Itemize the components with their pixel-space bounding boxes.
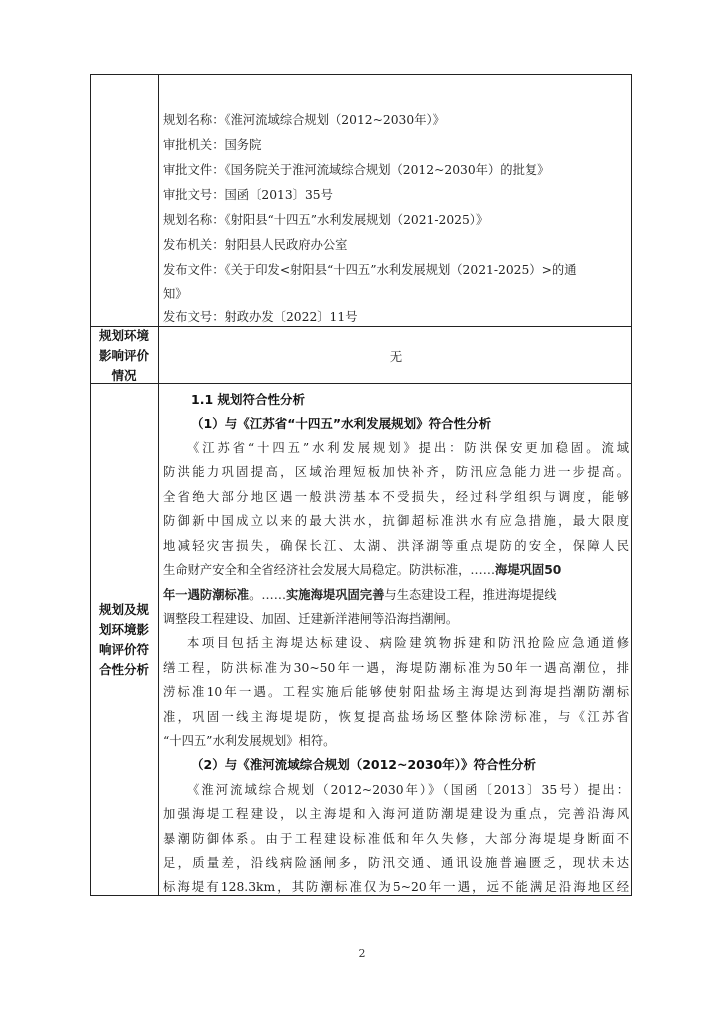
subsection-title-1: （1）与《江苏省“十四五”水利发展规划》符合性分析 xyxy=(191,416,492,431)
paragraph-line: 全省绝大部分地区遇一般洪涝基本不受损失，经过科学组织与调度，能够 xyxy=(163,490,629,504)
paragraph-line: 涝标准10年一遇。工程实施后能够使射阳盐场主海堤达到海堤挡潮防潮标 xyxy=(163,685,629,699)
paragraph-line: 防洪能力巩固提高，区域治理短板加快补齐，防汛应急能力进一步提高。 xyxy=(163,465,629,479)
info-line: 审批文号：国函〔2013〕35号 xyxy=(163,188,333,202)
info-line: 规划名称：《射阳县“十四五”水利发展规划（2021-2025）》 xyxy=(163,213,489,227)
info-line: 规划名称：《淮河流域综合规划（2012~2030年）》 xyxy=(163,113,445,127)
paragraph-line: 准，巩固一线主海堤堤防，恢复提高盐场场区整体除涝标准，与《江苏省 xyxy=(163,710,629,724)
env-assessment-label: 规划环境 影响评价 情况 xyxy=(98,328,149,383)
info-line: 审批机关：国务院 xyxy=(163,138,262,152)
section-title: 1.1 规划符合性分析 xyxy=(191,392,305,407)
subsection-title-2: （2）与《淮河流域综合规划（2012~2030年）》符合性分析 xyxy=(191,757,537,772)
paragraph-line: 防御新中国成立以来的最大洪水，抗御超标准洪水有应急措施，最大限度 xyxy=(163,514,629,528)
paragraph-line: 加强海堤工程建设，以主海堤和入海河道防潮堤建设为重点，完善沿海风 xyxy=(163,807,629,821)
paragraph-line: 调整段工程建设、加固、迁建新洋港闸等沿海挡潮闸。 xyxy=(163,612,459,626)
paragraph-line-mixed: 生命财产安全和全省经济社会发展大局稳定。防洪标准，……海堤巩固50 xyxy=(163,563,562,577)
paragraph-line: 暴潮防御体系。由于工程建设标准低和年久失修，大部分海堤堤身断面不 xyxy=(163,832,629,846)
table-column-divider xyxy=(158,74,159,896)
paragraph-line: 《淮河流域综合规划（2012~2030年）》（国函〔2013〕35号）提出： xyxy=(187,783,629,797)
page-number: 2 xyxy=(358,947,366,960)
row-divider-2 xyxy=(90,383,632,384)
env-assessment-value: 无 xyxy=(389,350,403,364)
info-line: 发布文件：《关于印发<射阳县“十四五”水利发展规划（2021-2025）>的通 xyxy=(163,263,577,277)
paragraph-line: 足，质量差，沿线病险涵闸多，防汛交通、通讯设施普遍匮乏，现状未达 xyxy=(163,856,629,870)
row-divider-1 xyxy=(90,326,632,327)
paragraph-line-mixed: 年一遇防潮标准。……实施海堤巩固完善与生态建设工程，推进海堤提线 xyxy=(163,588,557,602)
info-line: 审批文件：《国务院关于淮河流域综合规划（2012~2030年）的批复》 xyxy=(163,163,550,177)
paragraph-line: 缮工程，防洪标准为30~50年一遇，海堤防潮标准为50年一遇高潮位，排 xyxy=(163,661,629,675)
paragraph-line: 地减轻灾害损失，确保长江、太湖、洪泽湖等重点堤防的安全，保障人民 xyxy=(163,539,629,553)
paragraph-line: 本项目包括主海堤达标建设、病险建筑物拆建和防汛抢险应急通道修 xyxy=(187,636,629,650)
paragraph-line: 标海堤有128.3km，其防潮标准仅为5~20年一遇，远不能满足沿海地区经 xyxy=(163,880,629,894)
info-line: 发布机关：射阳县人民政府办公室 xyxy=(163,238,348,252)
info-line: 发布文号：射政办发〔2022〕11号 xyxy=(163,310,358,324)
compliance-analysis-label: 规划及规 划环境影 响评价符 合性分析 xyxy=(98,602,149,677)
info-line: 知》 xyxy=(163,287,188,301)
paragraph-line: “十四五”水利发展规划》相符。 xyxy=(163,734,336,748)
paragraph-line: 《江苏省“十四五”水利发展规划》提出：防洪保安更加稳固。流域 xyxy=(187,441,629,455)
